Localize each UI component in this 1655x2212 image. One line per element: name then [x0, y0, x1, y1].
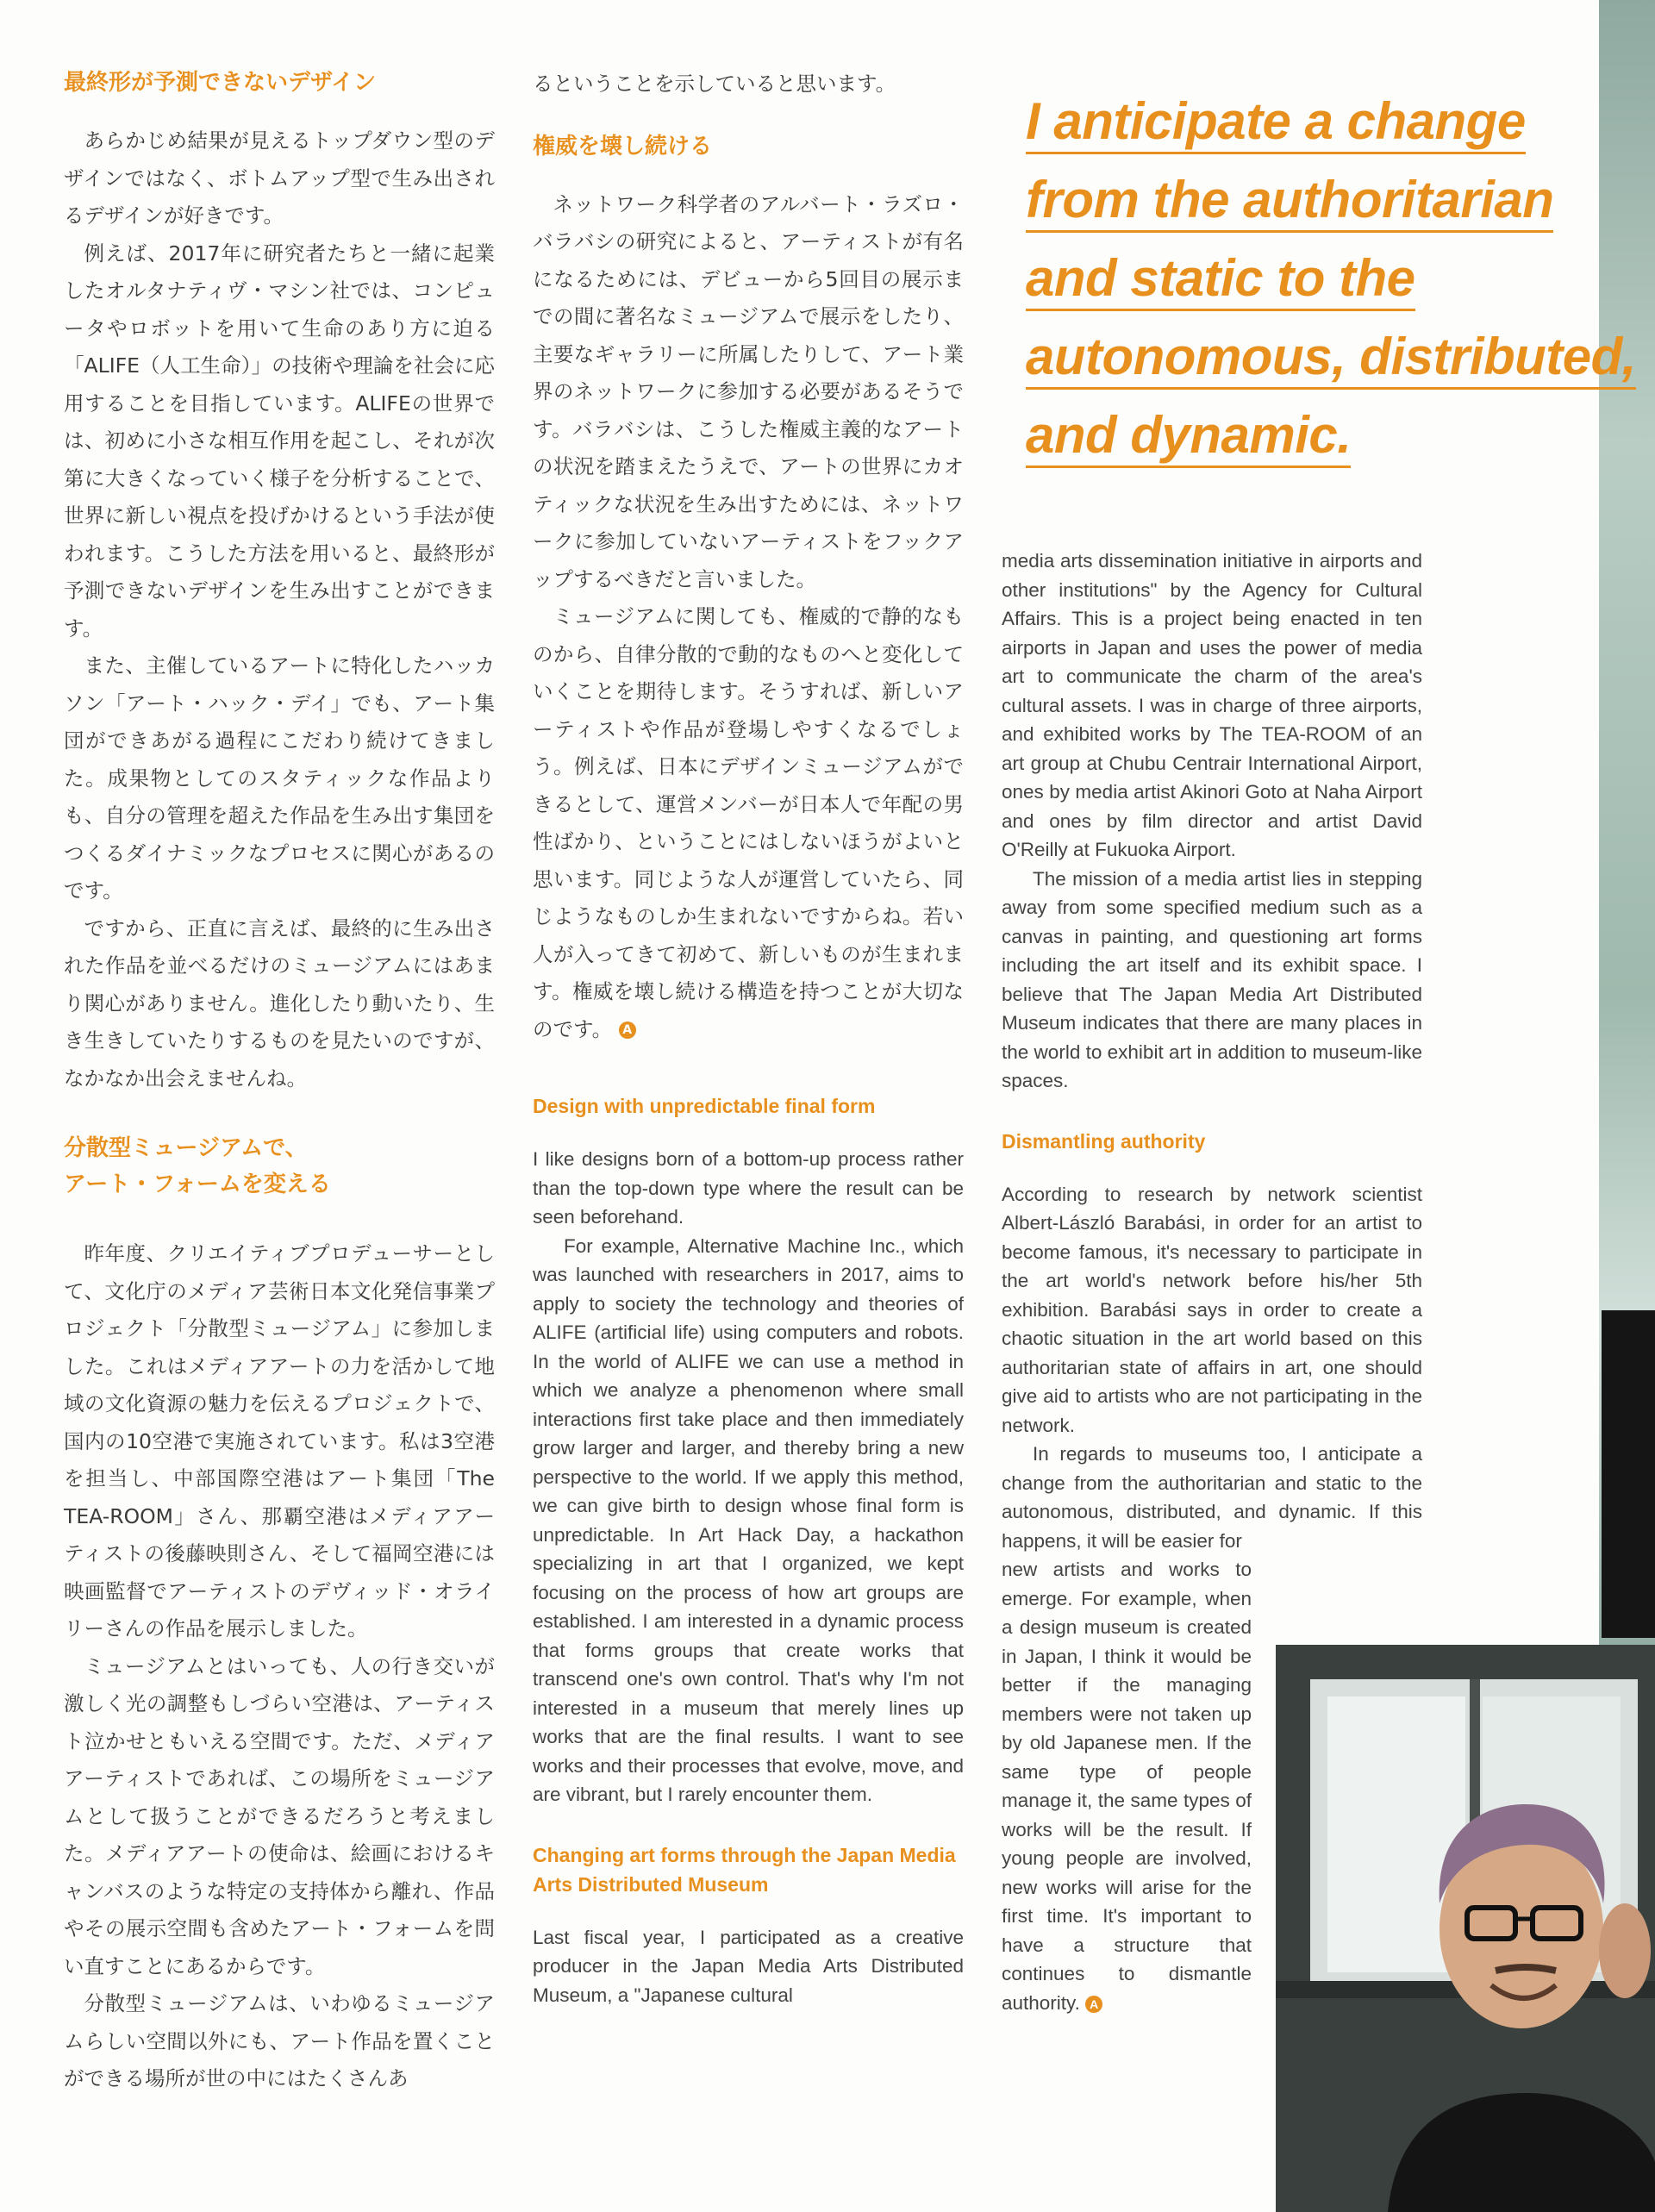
paragraph: るということを示していると思います。: [533, 72, 896, 96]
paragraph: 例えば、2017年に研究者たちと一緒に起業したオルタナティヴ・マシン社では、コンピュータやロボットを用いて生命のあり方に迫る「ALIFE（人工生命）」の技術や理論を社会に応用することを目指しています。ALIFEの世界では、初めに小さな相互作用を起こし、それが次第に大きくなっていく様子を分析することで、世界に新しい視点を投げかけるという手法が使われます。こうした方法を用いると、最終形が予測できないデザインを生み出すことができます。: [64, 241, 495, 640]
paragraph-en: According to research by network scientist Albert-László Barabási, in order for an artist to become famous, it's necessary to participate in the art world's network before his/her 5th exhibition. Barabási says in order to create a chaotic situation in the art world based on this authoritarian state of affairs in art, one should give aid to artists who are not participating in the network.: [1002, 1183, 1422, 1436]
section-heading-en: Dismantling authority: [1002, 1129, 1206, 1153]
paragraph-en: I like designs born of a bottom-up process rather than the top-down type where the result can be seen beforehand.: [533, 1148, 964, 1228]
end-mark-icon: A: [1085, 1996, 1102, 2013]
paragraph-en: The mission of a media artist lies in stepping away from some specified medium such as a canvas in painting, and questioning art forms including the art itself and its exhibit space. I believe that The Japan Media Art Distributed Museum indicates that there are many places in the world to exhibit art in addition to museum-like spaces.: [1002, 867, 1422, 1091]
pull-quote-line: from the authoritarian: [1026, 171, 1553, 233]
paragraph: ネットワーク科学者のアルバート・ラズロ・バラバシの研究によると、アーティストが有名になるためには、デビューから5回目の展示までの間に著名なミュージアムで展示をしたり、主要なギャラリーに所属したりして、アート業界のネットワークに参加する必要があるそうです。バラバシは、こうした権威主義的なアートの状況を踏まえたうえで、アートの世界にカオティックな状況を生み出すためには、ネットワークに参加していないアーティストをフックアップするべきだと言いました。: [533, 191, 964, 591]
paragraph: 分散型ミュージアムは、いわゆるミュージアムらしい空間以外にも、アート作品を置くことができる場所が世の中にはたくさんあ: [64, 1991, 495, 2090]
column-japanese-left: [64, 66, 495, 2098]
column-middle: [533, 66, 964, 2009]
paragraph-text: new artists and works to emerge. For example, when a design museum is created in Japan, I think it would be better if the managing members were not taken up by old Japanese men. If the same type of people manage it, the same types of works will be the result. If young people are involved, new works will arise for the first time. It's important to have a structure that continues to dismantle authority.: [1002, 1559, 1252, 2014]
paragraph: また、主催しているアートに特化したハッカソン「アート・ハック・デイ」でも、アート集団ができあがる過程にこだわり続けてきました。成果物としてのスタティックな作品よりも、自分の管理を超えた作品を生み出す集団をつくるダイナミックなプロセスに関心があるのです。: [64, 653, 495, 903]
column-english-right: [1002, 547, 1422, 2017]
photo-strip-shadow: [1602, 1310, 1655, 1638]
section-heading: 権威を壊し続ける: [533, 133, 713, 159]
end-mark-icon: A: [619, 1022, 636, 1039]
pull-quote: [1026, 82, 1646, 474]
pull-quote-line: autonomous, distributed,: [1026, 328, 1636, 390]
paragraph: 昨年度、クリエイティブプロデューサーとして、文化庁のメディア芸術日本文化発信事業プロジェクト「分散型ミュージアム」に参加しました。これはメディアアートの力を活かして地域の文化資源の魅力を伝えるプロジェクトで、国内の10空港で実施されています。私は3空港を担当し、中部国際空港はアート集団「The TEA-ROOM」さん、那覇空港はメディアアーティストの後藤映則さん、そして福岡空港には映画監督でアーティストのデヴィッド・オライリーさんの作品を展示しました。: [64, 1241, 495, 1640]
heading-line: 分散型ミュージアムで、: [64, 1135, 308, 1161]
pull-quote-line: and static to the: [1026, 249, 1415, 311]
section-heading: [64, 1130, 495, 1203]
paragraph-en: In regards to museums too, I anticipate a change from the authoritarian and static to the autonomous, distributed, and dynamic. If this happens, it will be easier for: [1002, 1443, 1422, 1552]
section-heading-en: Design with unpredictable final form: [533, 1095, 876, 1117]
section-heading: 最終形が予測できないデザイン: [64, 70, 377, 96]
paragraph-en: media arts dissemination initiative in airports and other institutions" by the Agency for Cultural Affairs. This is a project being enacted in ten airports in Japan and uses the power of media art to communicate the charm of the area's cultural assets. I was in charge of three airports, and exhibited works by The TEA-ROOM of an art group at Chubu Centrair International Airport, ones by media artist Akinori Goto at Naha Airport and ones by film director and artist David O'Reilly at Fukuoka Airport.: [1002, 550, 1422, 860]
paragraph: あらかじめ結果が見えるトップダウン型のデザインではなく、ボトムアップ型で生み出されるデザインが好きです。: [64, 128, 495, 228]
paragraph: ミュージアムとはいっても、人の行き交いが激しく光の調整もしづらい空港は、アーティスト泣かせともいえる空間です。ただ、メディアアーティストであれば、この場所をミュージアムとして扱うことができるだろうと考えました。メディアアートの使命は、絵画におけるキャンバスのような特定の支持体から離れ、作品やその展示空間も含めたアート・フォームを問い直すことにあるからです。: [64, 1653, 495, 1978]
paragraph-en-narrow: [1002, 1555, 1252, 2017]
heading-line: アート・フォームを変える: [64, 1172, 331, 1197]
pull-quote-line: and dynamic.: [1026, 406, 1351, 468]
section-heading-en: Changing art forms through the Japan Media Arts Distributed Museum: [533, 1843, 956, 1896]
paragraph-en: Last fiscal year, I participated as a creative producer in the Japan Media Arts Distributed Museum, a "Japanese cultural: [533, 1926, 964, 2006]
paragraph-text: ミュージアムに関しても、権威的で静的なものから、自律分散的で動的なものへと変化していくことを期待します。そうすれば、新しいアーティストや作品が登場しやすくなるでしょう。例えば、日本にデザインミュージアムができるとして、運営メンバーが日本人で年配の男性ばかり、ということにはしないほうがよいと思います。同じような人が運営していたら、同じようなものしか生まれないですからね。若い人が入ってきて初めて、新しいものが生まれます。権威を壊し続ける構造を持つことが大切なのです。: [533, 604, 964, 1041]
paragraph: ですから、正直に言えば、最終的に生み出された作品を並べるだけのミュージアムにはあまり関心がありません。進化したり動いたり、生き生きしていたりするものを見たいのですが、なかなか出会えませんね。: [64, 915, 495, 1090]
paragraph-en: For example, Alternative Machine Inc., which was launched with researchers in 2017, aims to apply to society the technology and theories of ALIFE (artificial life) using computers and robots. In the world of ALIFE we can use a method in which we analyze a phenomenon where small interactions first take place and then immediately grow larger and larger, and thereby bring a new perspective to the world. If we apply this method, we can give birth to design whose final form is unpredictable. In Art Hack Day, a hackathon specializing in art that I organized, we kept focusing on the process of how art groups are established. I am interested in a dynamic process that forms groups that create works that transcend one's own control. That's why I'm not interested in a museum that merely lines up works that are the final results. I want to see works and their processes that evolve, move, and are vibrant, but I rarely encounter them.: [533, 1234, 964, 1805]
paragraph: [533, 598, 964, 1048]
pull-quote-line: I anticipate a change: [1026, 92, 1526, 154]
